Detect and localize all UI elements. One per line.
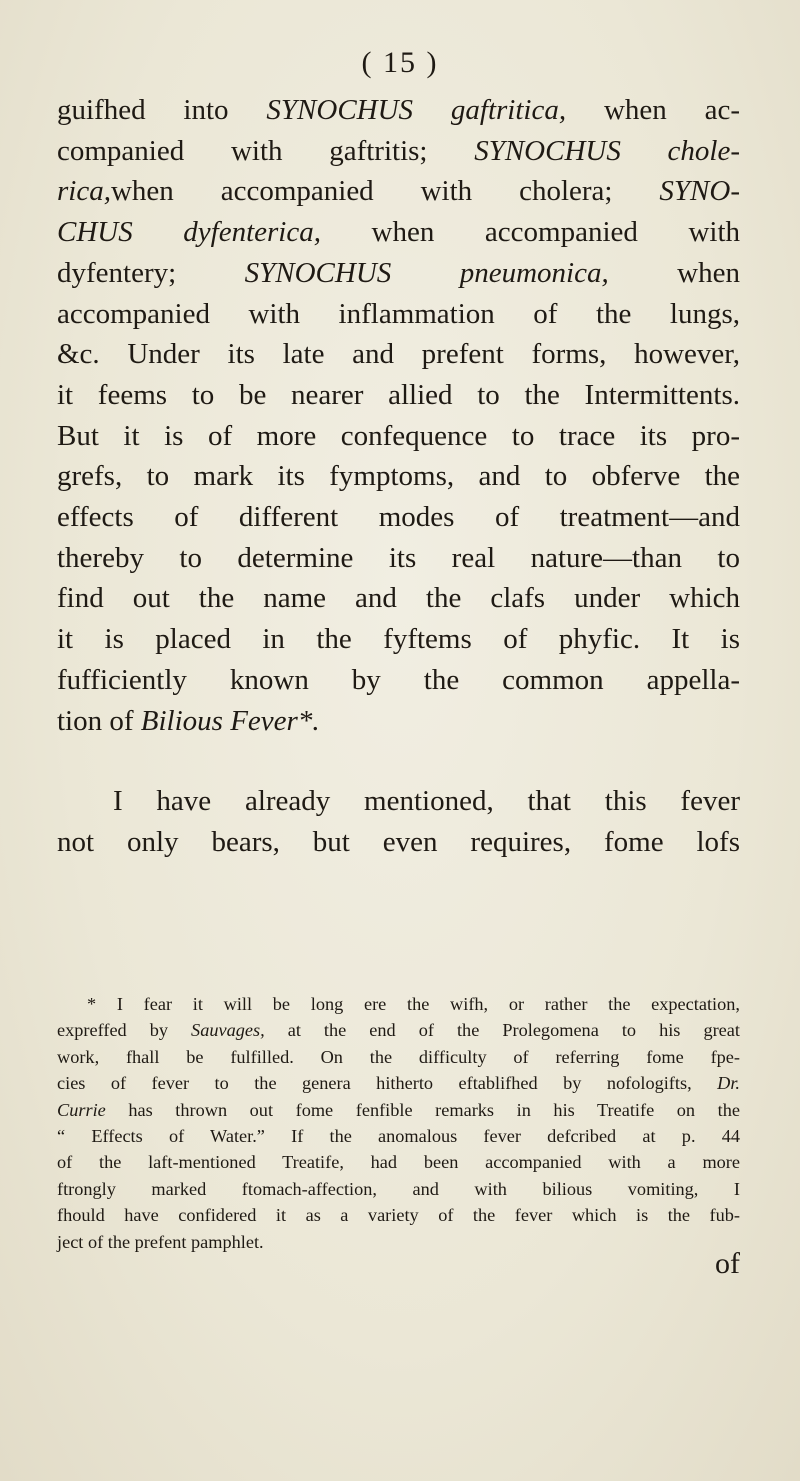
- text-run: has thrown out fome fenfible remarks in his Treatife on the: [105, 1099, 740, 1120]
- text-run: I have already mentioned, that this fever: [113, 785, 740, 818]
- text-run: at the end of the Prolegomena to his great: [264, 1020, 740, 1041]
- italic-text-run: SYNOCHUS gaftritica,: [266, 94, 567, 126]
- text-run: * I fear it will be long ere the wifh, or rather the expectation,: [87, 994, 740, 1014]
- text-run: it is placed in the fyftems of phyfic. It is: [57, 623, 740, 656]
- page-number: ( 15 ): [361, 46, 439, 79]
- footnote-line: [57, 1017, 740, 1043]
- paragraph-1-line: [57, 334, 740, 375]
- paragraph-1-line: [57, 456, 740, 497]
- text-run: work, fhall be fulfilled. On the difficulty of referring fome fpe-: [57, 1046, 740, 1067]
- main-text: [57, 90, 740, 863]
- paragraph-1-line: [57, 660, 740, 701]
- text-run: it feems to be nearer allied to the Intermittents.: [57, 378, 740, 411]
- paragraph-1-line: [57, 578, 740, 619]
- text-run: grefs, to mark its fymptoms, and to obferve the: [57, 460, 740, 493]
- paragraph-2-line: [57, 781, 740, 822]
- text-run: ject of the prefent pamphlet.: [57, 1231, 264, 1252]
- italic-text-run: rica,: [57, 175, 111, 208]
- footnote-line: [57, 1044, 740, 1070]
- paragraph-1-line: [57, 171, 740, 212]
- paragraph-1: [57, 90, 740, 781]
- paragraph-1-line: [57, 294, 740, 335]
- footnote: [57, 991, 740, 1255]
- italic-text-run: Currie: [57, 1099, 106, 1120]
- italic-text-run: Sauvages,: [191, 1020, 265, 1041]
- text-run: But it is of more confequence to trace its pro-: [57, 419, 740, 452]
- text-run: when accompanied with: [320, 216, 741, 249]
- footnote-line: [57, 1123, 740, 1149]
- text-run: cies of fever to the genera hitherto eftablifhed by nofologifts,: [57, 1073, 718, 1094]
- footnote-line: [57, 1097, 740, 1123]
- paragraph-1-line: [57, 619, 740, 660]
- text-run: ftrongly marked ftomach-affection, and with bilious vomiting, I: [57, 1178, 740, 1199]
- paragraph-2-line: [57, 822, 740, 863]
- paragraph-1-line: [57, 701, 740, 742]
- text-run: of the laft-mentioned Treatife, had been accompanied with a more: [57, 1152, 740, 1173]
- italic-text-run: SYNOCHUS chole-: [474, 134, 740, 167]
- text-run: fufficiently known by the common appella-: [57, 663, 740, 696]
- text-run: effects of different modes of treatment—and: [57, 501, 740, 534]
- paragraph-1-line: [57, 131, 740, 172]
- paragraph-1-line: [57, 416, 740, 457]
- footnote-line: [57, 1229, 740, 1255]
- italic-text-run: SYNO-: [659, 175, 740, 208]
- text-run: guifhed into: [57, 94, 267, 126]
- italic-text-run: SYNOCHUS pneumonica,: [244, 256, 609, 289]
- text-run: not only bears, but even requires, fome lofs: [57, 825, 740, 858]
- italic-text-run: CHUS dyfenterica,: [57, 216, 321, 249]
- text-run: find out the name and the clafs under which: [57, 582, 740, 615]
- footnote-line: [57, 991, 740, 1017]
- paragraph-1-line: [57, 375, 740, 416]
- text-run: tion of: [57, 704, 141, 737]
- text-run: expreffed by: [57, 1020, 192, 1041]
- text-run: accompanied with inflammation of the lungs,: [57, 297, 740, 330]
- text-run: when: [608, 256, 740, 289]
- footnote-line: [57, 1176, 740, 1202]
- italic-text-run: Bilious Fever*.: [140, 704, 320, 737]
- catchword: of: [715, 1247, 740, 1280]
- footnote-line: [57, 1202, 740, 1228]
- text-run: when accompanied with cholera;: [110, 175, 660, 208]
- footnote-line: [57, 1070, 740, 1096]
- text-run: when ac-: [566, 94, 741, 126]
- paragraph-1-line: [57, 212, 740, 253]
- italic-text-run: Dr.: [717, 1073, 740, 1094]
- paragraph-1-line: [57, 90, 740, 131]
- text-run: dyfentery;: [57, 256, 245, 289]
- paragraph-1-line: [57, 538, 740, 579]
- paragraph-1-line: [57, 497, 740, 538]
- text-run: “ Effects of Water.” If the anomalous fever defcribed at p. 44: [57, 1126, 740, 1147]
- footnote-line: [57, 1149, 740, 1175]
- paragraph-2: [57, 781, 740, 862]
- text-run: fhould have confidered it as a variety of the fever which is the fub-: [57, 1205, 740, 1226]
- text-run: companied with gaftritis;: [57, 134, 475, 167]
- paragraph-1-line: [57, 253, 740, 294]
- text-run: &c. Under its late and prefent forms, however,: [57, 338, 740, 371]
- text-run: thereby to determine its real nature—than to: [57, 541, 740, 574]
